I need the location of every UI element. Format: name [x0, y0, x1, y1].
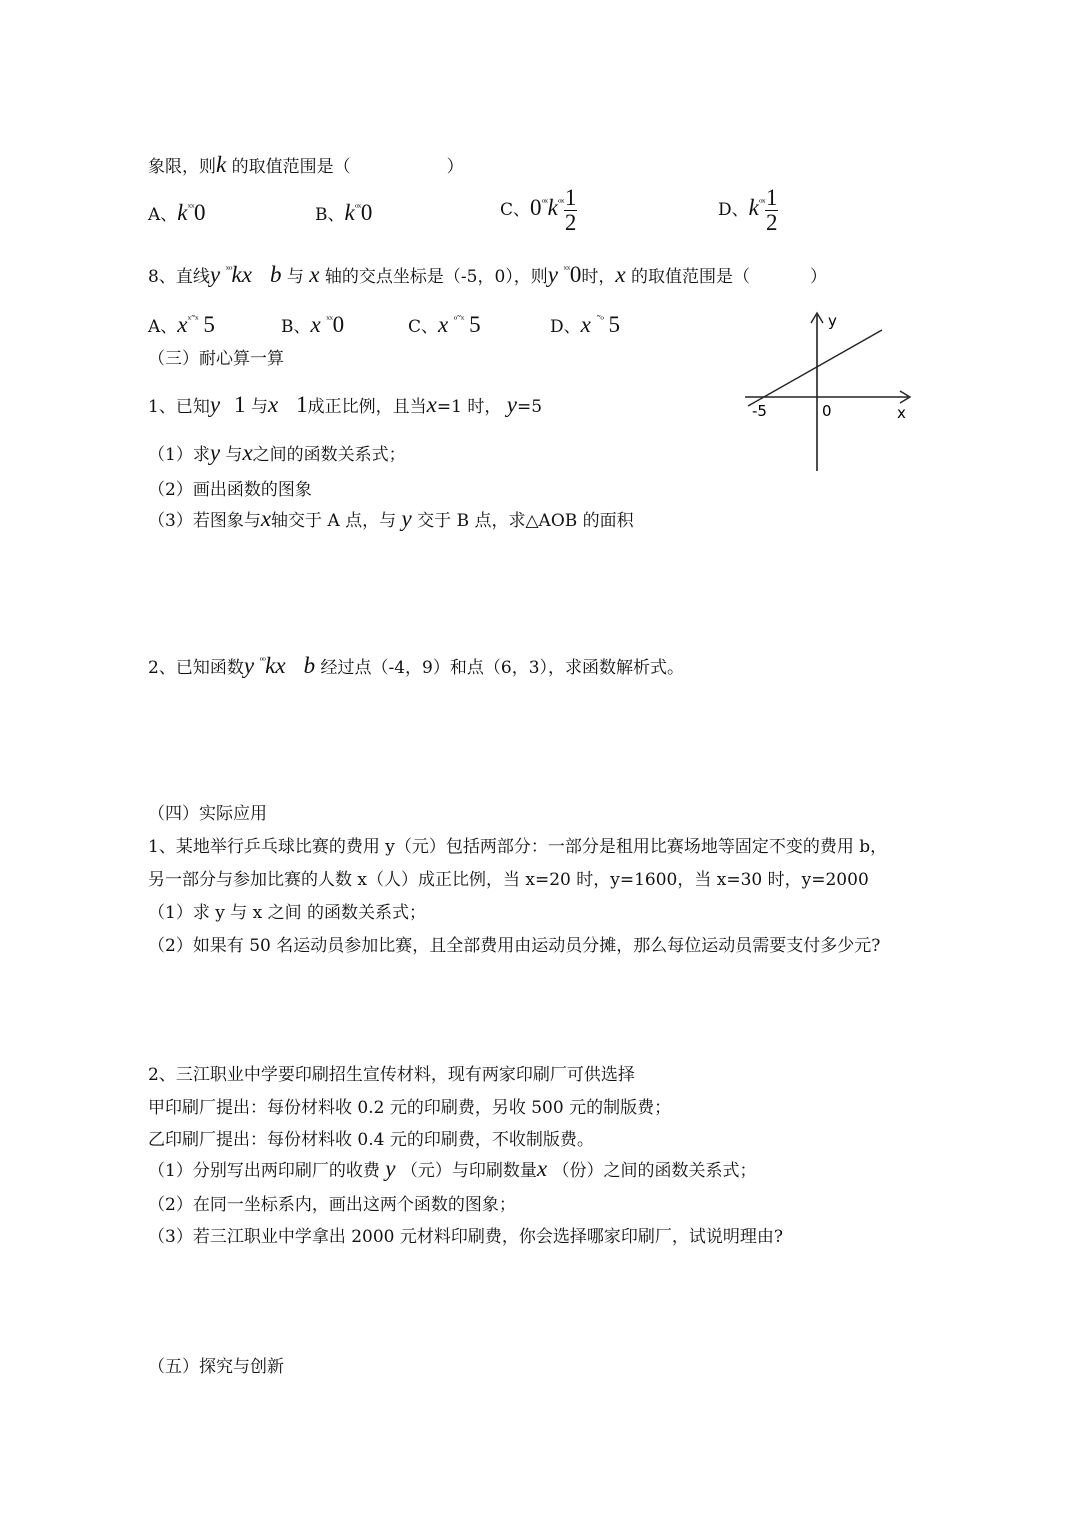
- s4-p2-sub2: （2）在同一坐标系内，画出这两个函数的图象；: [148, 1195, 516, 1215]
- text: 1、已知: [148, 397, 210, 417]
- numerator: 1: [564, 185, 577, 210]
- text: =5: [516, 397, 543, 417]
- var-y: y: [401, 506, 412, 531]
- denominator: 2: [564, 210, 577, 235]
- var: k: [748, 195, 759, 220]
- option-label: C、: [500, 200, 531, 220]
- text: ）: [810, 267, 828, 287]
- var-b: b: [303, 653, 316, 678]
- var-y: y: [243, 653, 255, 678]
- s3-problem2: [148, 655, 684, 682]
- origin-label: 0: [822, 402, 832, 420]
- var: k: [547, 195, 558, 220]
- var-x: x: [242, 440, 253, 465]
- text: 轴交于 A 点，与: [271, 511, 397, 531]
- value: 0: [530, 195, 542, 220]
- q8-option-a: [148, 314, 215, 341]
- denominator: 2: [765, 210, 778, 235]
- q7-option-a: [148, 202, 205, 229]
- section5-heading: （五）探究与创新: [148, 1357, 284, 1377]
- option-label: B、: [315, 205, 345, 225]
- garbled-glyph: ˣᵒ: [225, 265, 232, 276]
- var-y: y: [209, 440, 221, 465]
- q7-paren-close: ）: [446, 157, 464, 177]
- text: （1）求: [148, 445, 210, 465]
- var-x: x: [267, 392, 279, 417]
- s4-p1-line1: 1、某地举行乒乓球比赛的费用 y（元）包括两部分：一部分是租用比赛场地等固定不变的费用 b，: [148, 837, 888, 857]
- text: 与: [225, 445, 243, 465]
- value: 1: [234, 392, 246, 417]
- text: 与: [250, 397, 268, 417]
- s3-sub2: （2）画出函数的图象: [148, 480, 312, 500]
- q7-stem-b: 的取值范围是（: [231, 157, 351, 177]
- var-k: k: [216, 152, 227, 177]
- section4-heading: （四）实际应用: [148, 804, 267, 824]
- option-label: B、: [281, 317, 311, 337]
- q7-option-c: [500, 186, 577, 235]
- s3-problem1: [148, 394, 542, 418]
- q7-stem-a: 象限，则: [148, 157, 216, 177]
- q7-stem: [148, 154, 464, 178]
- var-y: y: [506, 392, 517, 417]
- garbled-glyph: ˣ˜ˣ: [187, 315, 198, 326]
- s3-sub3: [148, 508, 634, 532]
- text: 与: [286, 267, 304, 287]
- var-kx: kx: [231, 262, 252, 287]
- option-label: A、: [148, 205, 178, 225]
- value: 0: [332, 312, 345, 337]
- s3-sub1: [148, 442, 406, 466]
- garbled-glyph: ᵒˣ: [557, 198, 564, 209]
- var-y: y: [385, 1156, 396, 1181]
- line-graph: [740, 305, 920, 475]
- section3-heading: （三）耐心算一算: [148, 349, 284, 369]
- var: x: [177, 312, 188, 337]
- option-label: D、: [718, 200, 749, 220]
- text: =1 时，: [436, 397, 502, 417]
- var-x: x: [260, 506, 272, 531]
- s4-p1-line2: 另一部分与参加比赛的人数 x（人）成正比例，当 x=20 时，y=1600，当 x=30 时，y=2000: [148, 870, 869, 890]
- text: 的取值范围是（: [631, 267, 751, 287]
- value: 1: [296, 392, 308, 417]
- s4-p2-line2: 甲印刷厂提出：每份材料收 0.2 元的印刷费，另收 500 元的制版费；: [148, 1098, 672, 1118]
- value: 0: [193, 200, 206, 225]
- s4-p1-sub2: （2）如果有 50 名运动员参加比赛，且全部费用由运动员分摊，那么每位运动员需要支付多少元?: [148, 936, 881, 956]
- var-b: b: [269, 262, 282, 287]
- var: k: [177, 200, 188, 225]
- s4-p2-line3: 乙印刷厂提出：每份材料收 0.4 元的印刷费，不收制版费。: [148, 1130, 594, 1150]
- q8-option-c: [408, 314, 481, 341]
- s4-p2-line1: 2、三江职业中学要印刷招生宣传材料，现有两家印刷厂可供选择: [148, 1065, 635, 1085]
- var-y: y: [209, 262, 221, 287]
- tick-neg5: -5: [752, 402, 767, 420]
- var-x: x: [309, 262, 320, 287]
- s4-p2-sub3: （3）若三江职业中学拿出 2000 元材料印刷费，你会选择哪家印刷厂，试说明理由?: [148, 1227, 783, 1247]
- value: 5: [203, 312, 215, 337]
- garbled-glyph: ˣˣ: [326, 315, 333, 326]
- option-label: D、: [550, 317, 581, 337]
- s4-p1-sub1: （1）求 y 与 x 之间 的函数关系式；: [148, 903, 427, 923]
- text: （元）与印刷数量: [400, 1161, 537, 1181]
- var-y: y: [547, 262, 559, 287]
- text: 经过点（-4，9）和点（6，3），求函数解析式。: [320, 658, 685, 678]
- numerator: 1: [765, 185, 778, 210]
- text: （3）若图象与: [148, 511, 261, 531]
- garbled-glyph: ᵒˣ: [354, 203, 361, 214]
- garbled-glyph: ˜ᵒ: [596, 315, 604, 326]
- garbled-glyph: ᵒᵒ: [259, 656, 266, 667]
- var: x: [310, 312, 321, 337]
- y-axis-label: y: [828, 312, 837, 330]
- q7-option-b: [315, 202, 372, 229]
- q8-options: [148, 314, 708, 340]
- text: （份）之间的函数关系式；: [552, 1161, 757, 1181]
- var: x: [580, 312, 591, 337]
- var: x: [438, 312, 449, 337]
- text: 时，: [581, 267, 616, 287]
- garbled-glyph: ᵒˣ: [541, 198, 548, 209]
- value: 5: [608, 312, 621, 337]
- var-x: x: [536, 1156, 548, 1181]
- var: k: [344, 200, 355, 225]
- option-label: C、: [408, 317, 439, 337]
- q8-prefix: 8、直线: [148, 267, 210, 287]
- var-y: y: [209, 392, 221, 417]
- q8-option-b: [281, 314, 344, 341]
- text: 2、已知函数: [148, 658, 244, 678]
- text: 成正比例，且当: [307, 397, 427, 417]
- function-line: [748, 330, 882, 406]
- value: 0: [360, 200, 373, 225]
- s4-p2-sub1: [148, 1158, 756, 1182]
- text: 之间的函数关系式；: [252, 445, 406, 465]
- text: 交于 B 点，求△AOB 的面积: [417, 511, 634, 531]
- option-label: A、: [148, 317, 178, 337]
- x-axis-label: x: [897, 404, 906, 422]
- garbled-glyph: ᵒ˜ˣ: [453, 315, 464, 326]
- value: 0: [569, 262, 582, 287]
- q7-option-d: [718, 186, 778, 235]
- var-kx: kx: [265, 653, 286, 678]
- garbled-glyph: ᵒˣ: [758, 198, 765, 209]
- q8-stem: [148, 264, 827, 291]
- fraction-half: [564, 186, 578, 235]
- var-x: x: [615, 262, 626, 287]
- text: 轴的交点坐标是（-5，0），则: [324, 267, 548, 287]
- var-x: x: [426, 392, 437, 417]
- garbled-glyph: ˣˣ: [563, 265, 570, 276]
- text: （1）分别写出两印刷厂的收费: [148, 1161, 380, 1181]
- q8-option-d: [550, 314, 620, 341]
- value: 5: [469, 312, 481, 337]
- garbled-glyph: ˣˣ: [187, 203, 194, 214]
- fraction-half: [765, 186, 779, 235]
